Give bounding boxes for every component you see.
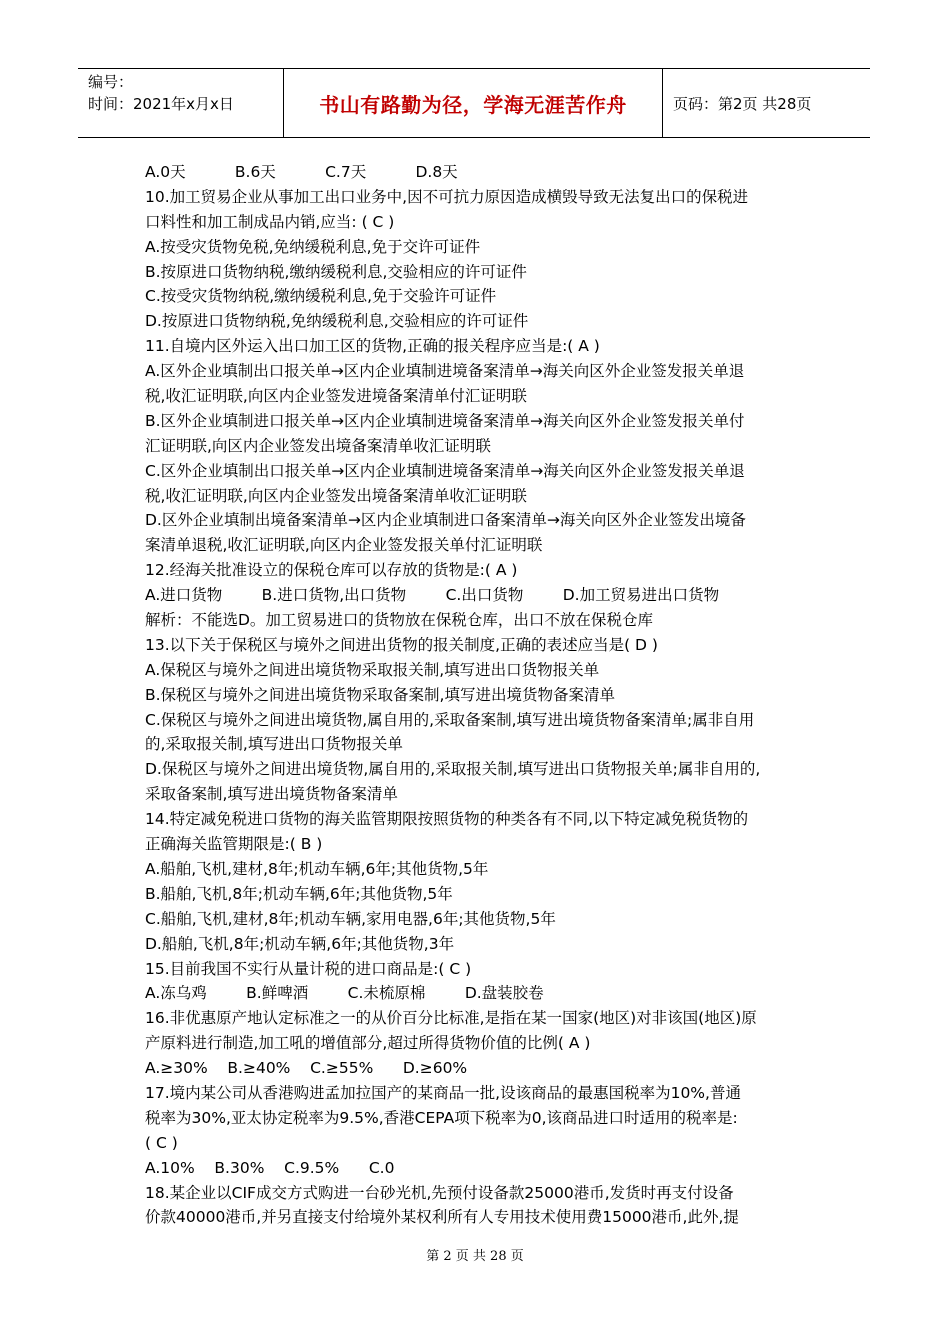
- text-line: 税,收汇证明联,向区内企业签发进境备案清单付汇证明联: [145, 387, 527, 406]
- page-footer: 第 2 页 共 28 页: [426, 1249, 524, 1264]
- text-line: A.进口货物 B.进口货物,出口货物 C.出口货物 D.加工贸易进出口货物: [145, 586, 720, 605]
- text-line: A.保税区与境外之间进出境货物采取报关制,填写进出口货物报关单: [145, 660, 600, 679]
- text-line: 税率为30%,亚太协定税率为9.5%,香港CEPA项下税率为0,该商品进口时适用的税率是:: [145, 1108, 738, 1127]
- text-line: 产原料进行制造,加工吼的增值部分,超过所得货物价值的比例( A ): [145, 1034, 591, 1053]
- text-line: A.区外企业填制出口报关单→区内企业填制进境备案清单→海关向区外企业签发报关单退: [145, 362, 745, 381]
- text-line: A.按受灾货物免税,免纳缓税利息,免于交许可证件: [145, 237, 481, 256]
- text-line: 的,采取报关制,填写进出口货物报关单: [145, 735, 403, 754]
- text-line: 12.经海关批准设立的保税仓库可以存放的货物是:( A ): [145, 561, 518, 580]
- header-meta: [78, 69, 283, 137]
- text-line: D.按原进口货物纳税,免纳缓税利息,交验相应的许可证件: [145, 312, 529, 331]
- header-motto: 书山有路勤为径，学海无涯苦作舟: [283, 69, 663, 137]
- text-line: 汇证明联,向区内企业签发出境备案清单收汇证明联: [145, 436, 491, 455]
- text-line: C.保税区与境外之间进出境货物,属自用的,采取备案制,填写进出境货物备案清单;属非自用: [145, 710, 755, 729]
- text-line: 采取备案制,填写进出境货物备案清单: [145, 785, 398, 804]
- text-line: C.船舶,飞机,建材,8年;机动车辆,家用电器,6年;其他货物,5年: [145, 909, 556, 928]
- text-line: 10.加工贸易企业从事加工出口业务中,因不可抗力原因造成横毁导致无法复出口的保税进: [145, 187, 749, 206]
- text-line: A.10% B.30% C.9.5% C.0: [145, 1158, 395, 1177]
- text-line: 18.某企业以CIF成交方式购进一台砂光机,先预付设备款25000港币,发货时再支付设备: [145, 1183, 734, 1202]
- text-line: 正确海关监管期限是:( B ): [145, 835, 323, 854]
- header-page-label: 页码：第2页 共28页: [673, 94, 812, 113]
- text-line: A.0天 B.6天 C.7天 D.8天: [145, 163, 458, 181]
- text-line: D.保税区与境外之间进出境货物,属自用的,采取报关制,填写进出口货物报关单;属非自用的,: [145, 760, 761, 779]
- text-line: B.保税区与境外之间进出境货物采取备案制,填写进出境货物备案清单: [145, 685, 615, 704]
- text-line: 17.境内某公司从香港购进孟加拉国产的某商品一批,设该商品的最惠国税率为10%,普通: [145, 1083, 741, 1102]
- text-line: 14.特定减免税进口货物的海关监管期限按照货物的种类各有不同,以下特定减免税货物的: [145, 810, 749, 829]
- text-line: 案清单退税,收汇证明联,向区内企业签发报关单付汇证明联: [145, 536, 543, 555]
- text-line: 16.非优惠原产地认定标准之一的从价百分比标准,是指在某一国家(地区)对非该国(地区)原: [145, 1009, 757, 1028]
- text-line: D.船舶,飞机,8年;机动车辆,6年;其他货物,3年: [145, 934, 455, 953]
- document-body: [145, 160, 810, 1230]
- text-line: ( C ): [145, 1133, 178, 1152]
- text-line: A.船舶,飞机,建材,8年;机动车辆,6年;其他货物,5年: [145, 859, 489, 878]
- text-line: A.冻乌鸡 B.鲜啤酒 C.未梳原棉 D.盘装胶卷: [145, 984, 544, 1003]
- text-line: 15.目前我国不实行从量计税的进口商品是:( C ): [145, 959, 472, 978]
- time-label: 时间：2021年x月x日: [88, 95, 234, 113]
- text-line: 解析：不能选D。加工贸易进口的货物放在保税仓库，出口不放在保税仓库: [145, 611, 653, 630]
- page-header: [78, 68, 870, 138]
- text-line: 税,收汇证明联,向区内企业签发出境备案清单收汇证明联: [145, 486, 527, 505]
- text-line: C.按受灾货物纳税,缴纳缓税利息,免于交验许可证件: [145, 287, 497, 306]
- text-line: 11.自境内区外运入出口加工区的货物,正确的报关程序应当是:( A ): [145, 337, 600, 356]
- number-label: 编号：: [88, 73, 134, 91]
- text-line: B.区外企业填制进口报关单→区内企业填制进境备案清单→海关向区外企业签发报关单付: [145, 411, 745, 430]
- text-line: C.区外企业填制出口报关单→区内企业填制进境备案清单→海关向区外企业签发报关单退: [145, 461, 745, 480]
- text-line: B.按原进口货物纳税,缴纳缓税利息,交验相应的许可证件: [145, 262, 527, 281]
- text-line: 口料性和加工制成品内销,应当: ( C ): [145, 212, 395, 231]
- text-line: 价款40000港币,并另直接支付给境外某权利所有人专用技术使用费15000港币,此外,提: [145, 1208, 739, 1227]
- text-line: B.船舶,飞机,8年;机动车辆,6年;其他货物,5年: [145, 884, 453, 903]
- text-line: 13.以下关于保税区与境外之间进出货物的报关制度,正确的表述应当是( D ): [145, 635, 658, 654]
- text-line: A.≥30% B.≥40% C.≥55% D.≥60%: [145, 1059, 468, 1078]
- text-line: D.区外企业填制出境备案清单→区内企业填制进口备案清单→海关向区外企业签发出境备: [145, 511, 746, 530]
